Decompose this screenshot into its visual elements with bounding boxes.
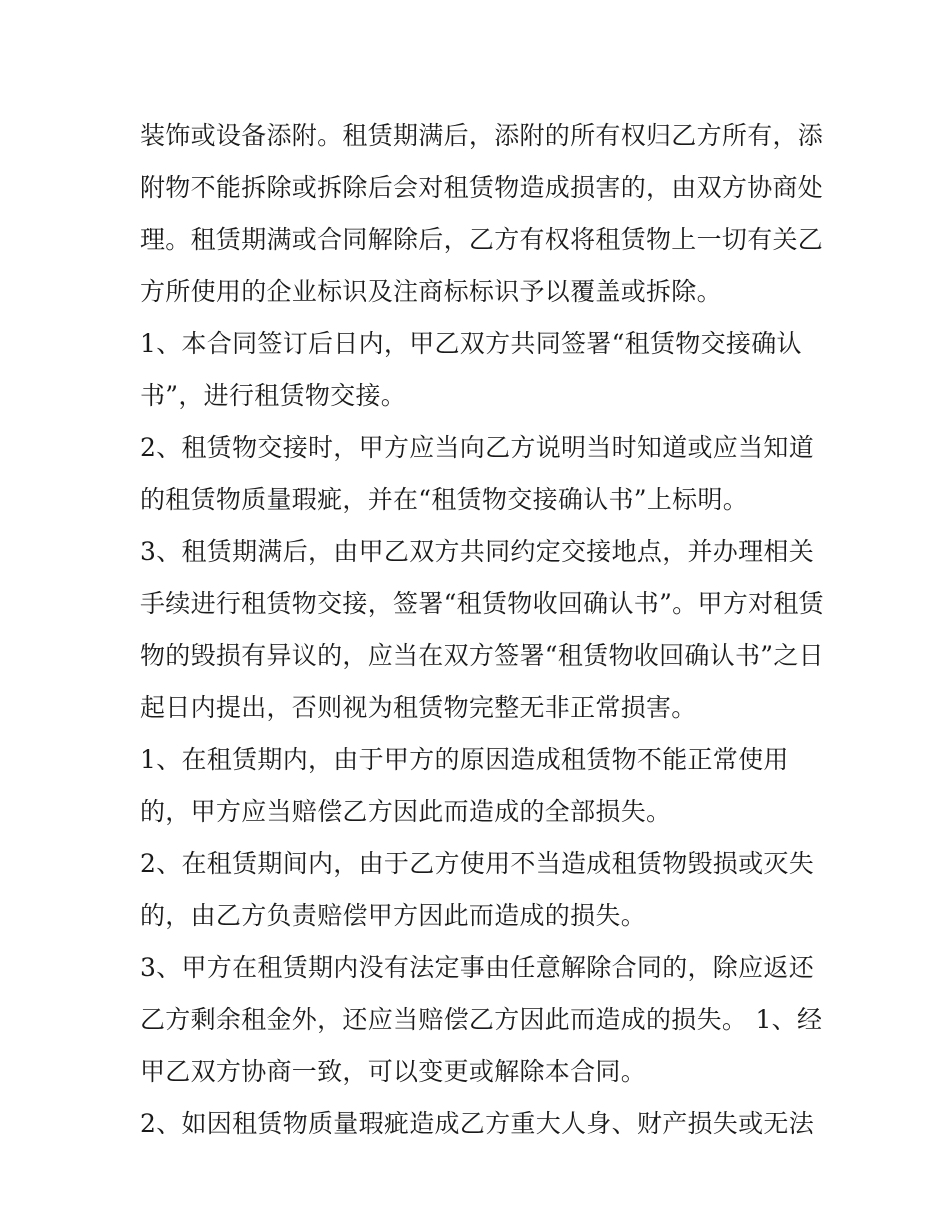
text-line: 书”，进行租赁物交接。: [140, 381, 407, 410]
text-line: 装饰或设备添附。租赁期满后，添附的所有权归乙方所有，添: [140, 121, 824, 150]
text-line: 甲乙双方协商一致，可以变更或解除本合同。: [140, 1057, 647, 1086]
text-line: 1、在租赁期内，由于甲方的原因造成租赁物不能正常使用: [140, 745, 789, 774]
text-line: 方所使用的企业标识及注商标标识予以覆盖或拆除。: [140, 277, 722, 306]
text-line: 手续进行租赁物交接，签署“租赁物收回确认书”。甲方对租赁: [140, 589, 824, 618]
text-line: 附物不能拆除或拆除后会对租赁物造成损害的，由双方协商处: [140, 173, 824, 202]
text-line: 3、甲方在租赁期内没有法定事由任意解除合同的，除应返还: [140, 953, 815, 982]
text-line: 1、本合同签订后日内，甲乙双方共同签署“租赁物交接确认: [140, 329, 802, 358]
text-line: 3、租赁期满后，由甲乙双方共同约定交接地点，并办理相关: [140, 537, 815, 566]
text-line: 2、如因租赁物质量瑕疵造成乙方重大人身、财产损失或无法: [140, 1109, 815, 1138]
text-line: 乙方剩余租金外，还应当赔偿乙方因此而造成的损失。 1、经: [140, 1005, 823, 1034]
text-line: 的租赁物质量瑕疵，并在“租赁物交接确认书”上标明。: [140, 485, 749, 514]
text-line: 的，由乙方负责赔偿甲方因此而造成的损失。: [140, 901, 647, 930]
text-line: 起日内提出，否则视为租赁物完整无非正常损害。: [140, 693, 697, 722]
text-line: 的，甲方应当赔偿乙方因此而造成的全部损失。: [140, 797, 672, 826]
text-line: 2、租赁物交接时，甲方应当向乙方说明当时知道或应当知道: [140, 433, 815, 462]
text-line: 理。租赁期满或合同解除后，乙方有权将租赁物上一切有关乙: [140, 225, 824, 254]
document-body: [140, 110, 824, 1150]
text-line: 物的毁损有异议的，应当在双方签署“租赁物收回确认书”之日: [140, 641, 824, 670]
text-line: 2、在租赁期间内，由于乙方使用不当造成租赁物毁损或灭失: [140, 849, 815, 878]
